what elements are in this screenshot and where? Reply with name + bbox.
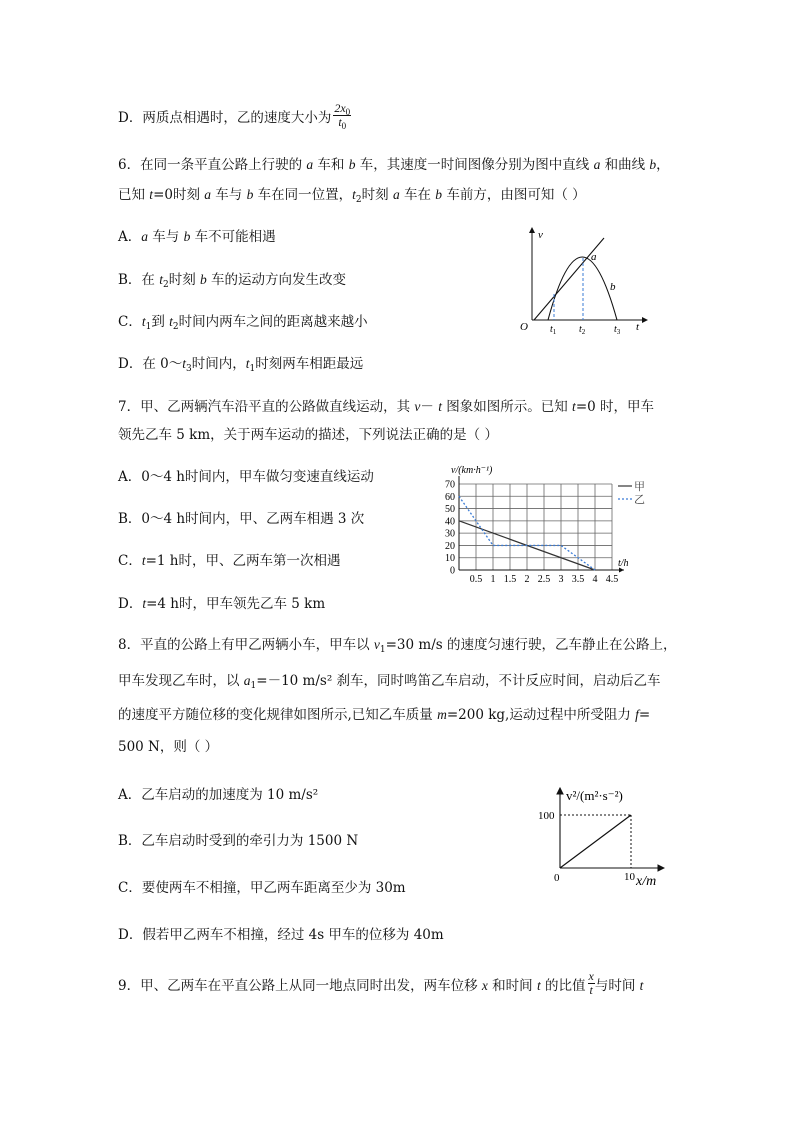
q8-y-mark-label: 100 bbox=[538, 810, 555, 822]
q7-option-d: D．t=4 h时，甲车领先乙车 5 km bbox=[118, 596, 326, 612]
q7-option-c: C．t=1 h时，甲、乙两车第一次相遇 bbox=[118, 553, 341, 569]
q8-x-mark-label: 10 bbox=[624, 871, 635, 883]
q6-t2-label: $t_2$ bbox=[579, 324, 586, 336]
q6-t3-label: $t_3$ bbox=[614, 324, 621, 336]
x-tick-label: 2 bbox=[524, 574, 530, 585]
q8-data-line bbox=[560, 815, 631, 868]
q6-option-d: D．在 $0\sim t_3$时间内，$t_1$时刻两车相距最远 bbox=[118, 356, 364, 374]
q6-vt-graph bbox=[512, 222, 652, 342]
y-tick-label: 0 bbox=[450, 565, 455, 577]
q8-option-c: C．要使两车不相撞，甲乙两车距离至少为 30m bbox=[118, 880, 406, 896]
y-tick-label: 50 bbox=[445, 504, 455, 516]
q5-option-d bbox=[118, 101, 351, 131]
q8-option-d: D．假若甲乙两车不相撞，经过 4s 甲车的位移为 40m bbox=[118, 927, 444, 943]
q6-curve-b-label: b bbox=[610, 281, 616, 293]
q8-stem-line1: 8．平直的公路上有甲乙两辆小车，甲车以 $v_1=30$ m/s 的速度匀速行驶，乙车静止在公路上， bbox=[118, 637, 677, 655]
q8-y-label: v²/(m²·s⁻²) bbox=[566, 788, 623, 803]
x-axis-label: t/h bbox=[618, 558, 629, 569]
q6-t1-label: $t_1$ bbox=[550, 324, 557, 336]
x-tick-label: 4.5 bbox=[605, 574, 619, 585]
q6-y-label: v bbox=[538, 229, 543, 241]
q6-x-label: t bbox=[636, 321, 640, 333]
x-tick-label: 3 bbox=[558, 574, 564, 585]
x-tick-label: 4 bbox=[592, 574, 598, 585]
q8-stem-line2: 甲车发现乙车时，以 $a_1=-10$ m/s² 刹车，同时鸣笛乙车启动，不计反应时间，启动后乙车 bbox=[118, 673, 661, 691]
q6-stem-line1: 6．在同一条平直公路上行驶的 a 车和 b 车，其速度一时间图像分别为图中直线 a 和曲线 b， bbox=[118, 157, 670, 173]
q8-option-b: B．乙车启动时受到的牵引力为 1500 N bbox=[118, 833, 359, 849]
q8-option-a: A．乙车启动的加速度为 10 m/s² bbox=[118, 787, 319, 803]
legend-label-2: 乙 bbox=[634, 494, 645, 506]
q6-option-a: A．a 车与 b 车不可能相遇 bbox=[118, 229, 276, 245]
legend-label-1: 甲 bbox=[634, 481, 645, 493]
q7-vt-chart bbox=[432, 458, 662, 583]
q8-v2x-graph bbox=[536, 782, 686, 892]
q6-origin-label: O bbox=[520, 321, 528, 333]
x-tick-label: 1.5 bbox=[503, 574, 517, 585]
q9-fraction: $\frac{x}{t}$ bbox=[588, 969, 594, 997]
q9-stem-line1: 9．甲、乙两车在平直公路上从同一地点同时出发，两车位移 x 和时间 t 的比值 $\frac{x}{t}$ 与时间 t bbox=[118, 969, 644, 997]
q7-option-b: B．0～4 h时间内，甲、乙两车相遇 3 次 bbox=[118, 511, 365, 527]
q6-option-b: B．在 $t_2$时刻 b 车的运动方向发生改变 bbox=[118, 272, 347, 290]
y-tick-label: 60 bbox=[445, 491, 455, 503]
q5-option-d-text: D．两质点相遇时，乙的速度大小为 bbox=[118, 110, 332, 126]
y-tick-label: 10 bbox=[445, 553, 455, 565]
y-tick-label: 40 bbox=[445, 516, 455, 528]
x-tick-label: 3.5 bbox=[571, 574, 585, 585]
q5-fraction: $\frac{2x_0}{t_0}$ bbox=[334, 101, 351, 131]
q8-x-label: x/m bbox=[636, 874, 657, 889]
y-axis-label: v/(km·h⁻¹) bbox=[451, 465, 493, 476]
y-tick-label: 30 bbox=[445, 528, 455, 540]
q8-origin-label: 0 bbox=[554, 872, 560, 884]
x-tick-label: 1 bbox=[490, 574, 496, 585]
y-tick-label: 70 bbox=[445, 479, 455, 491]
q6-option-c: C．$t_1$到 $t_2$时间内两车之间的距离越来越小 bbox=[118, 314, 368, 332]
x-tick-label: 0.5 bbox=[469, 574, 483, 585]
q7-stem-line2: 领先乙车 5 km，关于两车运动的描述，下列说法正确的是（ ） bbox=[118, 427, 498, 443]
q6-line-a-label: a bbox=[591, 251, 597, 263]
q8-stem-line3: 的速度平方随位移的变化规律如图所示,已知乙车质量 m=200 kg,运动过程中所受阻力 f= bbox=[118, 707, 651, 723]
y-tick-label: 20 bbox=[445, 540, 455, 552]
q7-option-a: A．0～4 h时间内，甲车做匀变速直线运动 bbox=[118, 469, 374, 485]
q6-stem-line2: 已知 t=0时刻 a 车与 b 车在同一位置，$t_2$时刻 a 车在 b 车前方，由图可知（ ） bbox=[118, 187, 586, 205]
q8-stem-line4: 500 N，则（ ） bbox=[118, 739, 219, 755]
q7-stem-line1: 7．甲、乙两辆汽车沿平直的公路做直线运动，其 v－ t 图象如图所示。已知 t=0 时，甲车 bbox=[118, 399, 655, 415]
x-tick-label: 2.5 bbox=[537, 574, 551, 585]
